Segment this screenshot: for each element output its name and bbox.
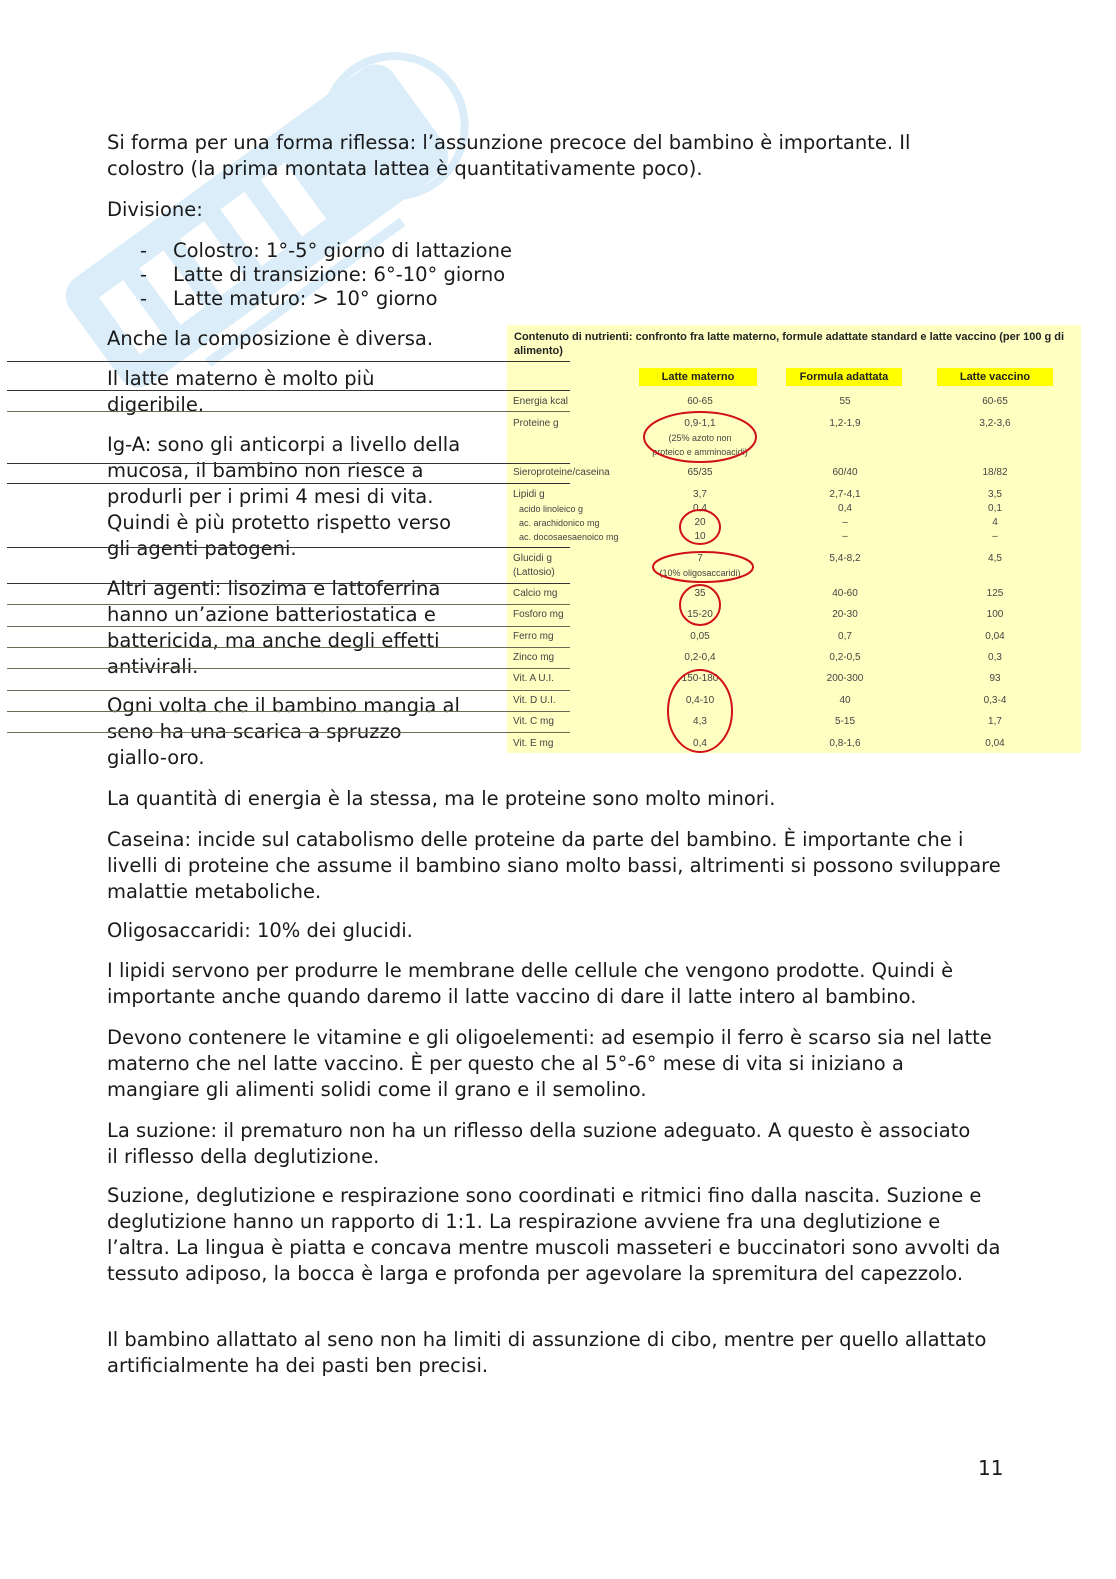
cell-ferro-formula: 0,7 xyxy=(838,631,852,642)
row-divider xyxy=(7,583,570,584)
list-item: - Latte maturo: > 10° giorno xyxy=(140,287,438,310)
cell-fosforo-materno: 15-20 xyxy=(687,609,713,620)
cell-vitc-materno: 4,3 xyxy=(693,716,707,727)
cell-ferro-materno: 0,05 xyxy=(690,631,710,642)
paragraph-breastfed: Il bambino allattato al seno non ha limiti di assunzione di cibo, mentre per quello allattato artificialmente ha dei pasti ben precisi. xyxy=(107,1328,987,1377)
cell-vita-vaccino: 93 xyxy=(989,673,1001,684)
row-label-lattosio: (Lattosio) xyxy=(513,567,555,578)
row-label-vit-d: Vit. D U.I. xyxy=(513,695,556,706)
row-divider xyxy=(7,711,570,712)
row-label-arachidonico: ac. arachidonico mg xyxy=(519,518,600,528)
header-formula-adattata: Formula adattata xyxy=(786,368,902,386)
cell-energia-vaccino: 60-65 xyxy=(982,396,1008,407)
paragraph-iga: Ig-A: sono gli anticorpi a livello della mucosa, il bambino non riesce a produrli per i primi 4 mesi di vita. Quindi è più protetto rispetto verso gli agenti patogeni. xyxy=(107,433,461,560)
row-divider xyxy=(7,463,570,464)
cell-lipidi-vaccino: 3,5 xyxy=(988,489,1002,500)
cell-vitd-formula: 40 xyxy=(839,695,851,706)
cell-glucidi-formula: 5,4-8,2 xyxy=(829,553,861,564)
table-divider xyxy=(7,390,570,391)
cell-calcio-vaccino: 125 xyxy=(986,588,1004,599)
cell-glucidi-materno: 7 xyxy=(697,553,703,564)
cell-linoleico-formula: 0,4 xyxy=(838,503,852,514)
list-item: - Colostro: 1°-5° giorno di lattazione xyxy=(140,239,512,262)
cell-glucidi-vaccino: 4,5 xyxy=(988,553,1002,564)
cell-docosa-materno: 10 xyxy=(694,531,706,542)
cell-vita-materno: 150-180 xyxy=(681,673,719,684)
cell-arachidonico-vaccino: 4 xyxy=(992,517,998,528)
cell-linoleico-materno: 0,4 xyxy=(693,503,707,514)
header-latte-materno: Latte materno xyxy=(639,368,757,386)
list-item: - Latte di transizione: 6°-10° giorno xyxy=(140,263,506,286)
paragraph-energy: La quantità di energia è la stessa, ma le proteine sono molto minori. xyxy=(107,787,776,810)
cell-vitc-vaccino: 1,7 xyxy=(988,716,1002,727)
row-label-ferro: Ferro mg xyxy=(513,631,554,642)
row-divider xyxy=(7,547,570,548)
cell-fosforo-formula: 20-30 xyxy=(832,609,858,620)
row-label-energia: Energia kcal xyxy=(513,396,569,407)
watermark-logo xyxy=(20,40,500,420)
cell-proteine-note: proteico e amminoacidi) xyxy=(652,447,748,457)
cell-vitd-vaccino: 0,3-4 xyxy=(983,695,1007,706)
row-divider xyxy=(7,668,570,669)
cell-calcio-formula: 40-60 xyxy=(832,588,858,599)
cell-lipidi-formula: 2,7-4,1 xyxy=(829,489,861,500)
cell-zinco-materno: 0,2-0,4 xyxy=(684,652,716,663)
cell-vite-vaccino: 0,04 xyxy=(985,738,1005,749)
row-label-linoleico: acido linoleico g xyxy=(519,504,584,514)
cell-zinco-formula: 0,2-0,5 xyxy=(829,652,861,663)
cell-proteine-note: (25% azoto non xyxy=(668,433,732,443)
cell-siero-materno: 65/35 xyxy=(687,467,713,478)
cell-siero-formula: 60/40 xyxy=(832,467,858,478)
cell-zinco-vaccino: 0,3 xyxy=(988,652,1002,663)
paragraph-digestible: Il latte materno è molto più digeribile. xyxy=(107,367,375,416)
cell-vita-formula: 200-300 xyxy=(826,673,864,684)
cell-lipidi-materno: 3,7 xyxy=(693,489,707,500)
paragraph-vitamins: Devono contenere le vitamine e gli oligoelementi: ad esempio il ferro è scarso sia nel latte materno che nel latte vaccino. È per questo che al 5°-6° mese di vita si iniziano a mangiare gli alimenti solidi come il grano e il semolino. xyxy=(107,1026,992,1101)
row-label-glucidi: Glucidi g xyxy=(513,553,552,564)
row-label-lipidi: Lipidi g xyxy=(513,489,545,500)
paragraph-lipids: I lipidi servono per produrre le membrane delle cellule che vengono prodotte. Quindi è importante anche quando daremo il latte vaccino di dare il latte intero al bambino. xyxy=(107,959,954,1008)
cell-proteine-vaccino: 3,2-3,6 xyxy=(979,418,1011,429)
paragraph-casein: Caseina: incide sul catabolismo delle proteine da parte del bambino. È importante che i livelli di proteine che assume il bambino siano molto bassi, altrimenti si possono sviluppare malattie metaboliche. xyxy=(107,828,1001,903)
cell-energia-materno: 60-65 xyxy=(687,396,713,407)
row-divider xyxy=(7,411,570,412)
cell-energia-formula: 55 xyxy=(839,396,851,407)
cell-proteine-formula: 1,2-1,9 xyxy=(829,418,861,429)
paragraph-oligosaccharides: Oligosaccaridi: 10% dei glucidi. xyxy=(107,919,413,942)
cell-linoleico-vaccino: 0,1 xyxy=(988,503,1002,514)
cell-ferro-vaccino: 0,04 xyxy=(985,631,1005,642)
paragraph-other-agents: Altri agenti: lisozima e lattoferrina hanno un’azione batteriostatica e battericida, ma anche degli effetti antivirali. xyxy=(107,577,441,678)
row-label-proteine: Proteine g xyxy=(513,418,559,429)
header-latte-vaccino: Latte vaccino xyxy=(937,368,1053,386)
table-divider xyxy=(7,361,570,362)
row-divider xyxy=(7,647,570,648)
row-divider xyxy=(7,690,570,691)
paragraph-coordination: Suzione, deglutizione e respirazione sono coordinati e ritmici fino dalla nascita. Suzione e deglutizione hanno un rapporto di 1:1. La respirazione avviene fra una deglutizione e l’altra. La lingua è piatta e concava mentre muscoli masseteri e buccinatori sono avvolti da tessuto adiposo, la bocca è larga e profonda per agevolare la spremitura del capezzolo. xyxy=(107,1184,1001,1285)
cell-vite-formula: 0,8-1,6 xyxy=(829,738,861,749)
cell-docosa-formula: – xyxy=(842,531,848,542)
row-label-siero: Sieroproteine/caseina xyxy=(513,467,610,478)
cell-vitd-materno: 0,4-10 xyxy=(685,695,715,706)
paragraph-feeding: Ogni volta che il bambino mangia al seno ha una scarica a spruzzo giallo-oro. xyxy=(107,694,460,769)
paragraph-suction: La suzione: il prematuro non ha un riflesso della suzione adeguato. A questo è associato il riflesso della deglutizione. xyxy=(107,1119,971,1168)
cell-docosa-vaccino: – xyxy=(992,531,998,542)
paragraph-reflex: Si forma per una forma riflessa: l’assunzione precoce del bambino è importante. Il colostro (la prima montata lattea è quantitativamente poco). xyxy=(107,131,911,180)
paragraph-composition: Anche la composizione è diversa. xyxy=(107,327,434,350)
cell-arachidonico-materno: 20 xyxy=(694,517,706,528)
cell-siero-vaccino: 18/82 xyxy=(982,467,1008,478)
row-label-calcio: Calcio mg xyxy=(513,588,558,599)
row-divider xyxy=(7,732,570,733)
paragraph-division: Divisione: xyxy=(107,198,203,221)
cell-calcio-materno: 35 xyxy=(694,588,706,599)
table-title: Contenuto di nutrienti: confronto fra latte materno, formule adattate standard e latte vaccino (per 100 g di alimento) xyxy=(514,331,1065,357)
cell-glucidi-note: (10% oligosaccaridi) xyxy=(659,568,741,578)
cell-vitc-formula: 5-15 xyxy=(834,716,855,727)
row-label-vit-c: Vit. C mg xyxy=(513,716,554,727)
cell-proteine-materno: 0,9-1,1 xyxy=(684,418,716,429)
row-label-vit-a: Vit. A U.I. xyxy=(513,673,554,684)
cell-vite-materno: 0,4 xyxy=(693,738,707,749)
row-divider xyxy=(7,604,570,605)
row-label-docosaesaenoico: ac. docosaesaenoico mg xyxy=(519,532,619,542)
row-divider xyxy=(7,483,570,484)
row-divider xyxy=(7,626,570,627)
row-label-zinco: Zinco mg xyxy=(513,652,555,663)
cell-fosforo-vaccino: 100 xyxy=(986,609,1004,620)
row-label-vit-e: Vit. E mg xyxy=(513,738,554,749)
page-number: 11 xyxy=(978,1456,1004,1480)
row-label-fosforo: Fosforo mg xyxy=(513,609,564,620)
milk-phases-list xyxy=(140,239,512,311)
cell-arachidonico-formula: – xyxy=(842,517,848,528)
